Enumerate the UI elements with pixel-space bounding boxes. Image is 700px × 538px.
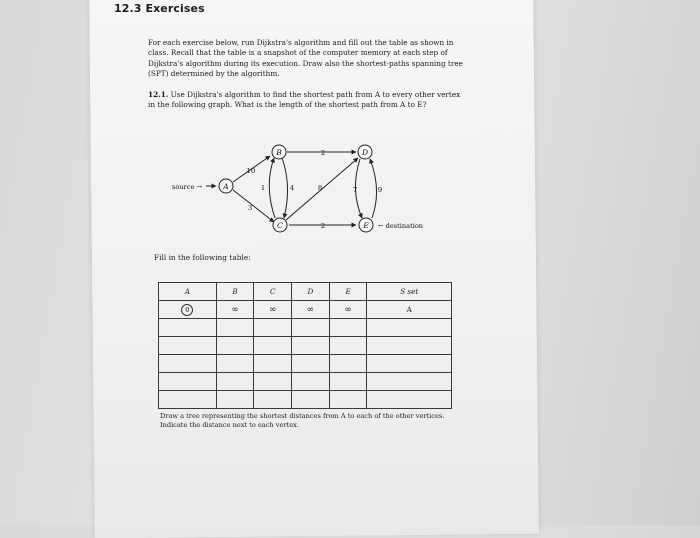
- table-cell[interactable]: [292, 319, 330, 337]
- header-d: D: [292, 283, 330, 301]
- destination-label: ← destination: [378, 222, 424, 230]
- weight-c-d: 8: [317, 184, 323, 192]
- table-cell[interactable]: [216, 391, 254, 409]
- weight-a-c: 3: [247, 204, 253, 212]
- table-cell[interactable]: [367, 355, 452, 373]
- header-s-set: S set: [367, 283, 452, 301]
- table-cell[interactable]: [329, 391, 367, 409]
- header-a: A: [159, 283, 217, 301]
- weight-b-c: 4: [289, 184, 295, 192]
- weight-b-d: 2: [320, 149, 326, 157]
- table-cell[interactable]: [159, 391, 217, 409]
- table-cell[interactable]: [329, 319, 367, 337]
- table-cell[interactable]: [254, 391, 292, 409]
- directed-graph: [160, 140, 460, 250]
- table-cell[interactable]: [367, 319, 452, 337]
- table-cell[interactable]: [216, 319, 254, 337]
- table-row: [159, 337, 452, 355]
- table-cell[interactable]: [216, 355, 254, 373]
- node-c-label: C: [277, 221, 283, 230]
- table-cell[interactable]: [292, 337, 330, 355]
- source-label: source →: [172, 183, 202, 191]
- header-b: B: [216, 283, 254, 301]
- table-row: [159, 355, 452, 373]
- table-cell[interactable]: [159, 319, 217, 337]
- table-row: [159, 391, 452, 409]
- table-row: [159, 319, 452, 337]
- table-cell[interactable]: [292, 373, 330, 391]
- table-cell[interactable]: [216, 337, 254, 355]
- circled-value: 0: [181, 304, 193, 316]
- table-cell[interactable]: [254, 355, 292, 373]
- weight-c-b: 1: [260, 184, 266, 192]
- table-cell: A: [367, 301, 452, 319]
- problem-text: Use Dijkstra's algorithm to find the shortest path from A to every other vertex in the following graph. What is the length of the shortest path from A to E?: [148, 90, 461, 110]
- edge-b-c: [282, 158, 288, 218]
- table-cell: ∞: [216, 301, 254, 319]
- table-cell[interactable]: [292, 391, 330, 409]
- node-e-label: E: [363, 221, 369, 230]
- table-cell[interactable]: [367, 391, 452, 409]
- node-a-label: A: [223, 182, 229, 191]
- table-cell[interactable]: [367, 337, 452, 355]
- table-cell[interactable]: [254, 319, 292, 337]
- header-e: E: [329, 283, 367, 301]
- table-cell[interactable]: [159, 373, 217, 391]
- table-cell: ∞: [292, 301, 330, 319]
- header-c: C: [254, 283, 292, 301]
- table-row: [159, 301, 452, 319]
- table-cell[interactable]: [329, 373, 367, 391]
- edge-c-b: [269, 158, 275, 218]
- problem-statement: [148, 90, 466, 111]
- weight-d-e: 7: [352, 186, 358, 194]
- node-b-label: B: [276, 148, 282, 157]
- table-cell[interactable]: [216, 373, 254, 391]
- table-cell: [159, 301, 217, 319]
- dijkstra-table: [158, 282, 452, 409]
- edge-e-d: [370, 159, 377, 218]
- table-cell[interactable]: [159, 355, 217, 373]
- table-cell[interactable]: [329, 355, 367, 373]
- table-cell: ∞: [254, 301, 292, 319]
- table-row: [159, 373, 452, 391]
- table-cell[interactable]: [367, 373, 452, 391]
- table-cell: ∞: [329, 301, 367, 319]
- table-cell[interactable]: [292, 355, 330, 373]
- section-title: 12.3 Exercises: [114, 2, 205, 15]
- table-cell[interactable]: [254, 373, 292, 391]
- fill-table-label: Fill in the following table:: [154, 253, 251, 262]
- weight-c-e: 2: [320, 222, 326, 230]
- table-cell[interactable]: [159, 337, 217, 355]
- textbook-page: [89, 0, 539, 538]
- problem-number: 12.1.: [148, 90, 169, 99]
- edge-a-c: [233, 190, 274, 222]
- node-d-label: D: [361, 148, 369, 157]
- table-cell[interactable]: [329, 337, 367, 355]
- table-header-row: [159, 283, 452, 301]
- table-cell[interactable]: [254, 337, 292, 355]
- weight-e-d: 9: [377, 186, 383, 194]
- intro-paragraph: For each exercise below, run Dijkstra's algorithm and fill out the table as shown in class. Recall that the table is a snapshot of the computer memory at each step of Dijkstra's algorithm during its execution. Draw also the shortest-paths spanning tree (SPT) determined by the algorithm.: [148, 38, 463, 79]
- weight-a-b: 10: [246, 167, 256, 175]
- draw-tree-instructions: Draw a tree representing the shortest distances from A to each of the other vertices. Indicate the distance next to each vertex.: [160, 412, 445, 430]
